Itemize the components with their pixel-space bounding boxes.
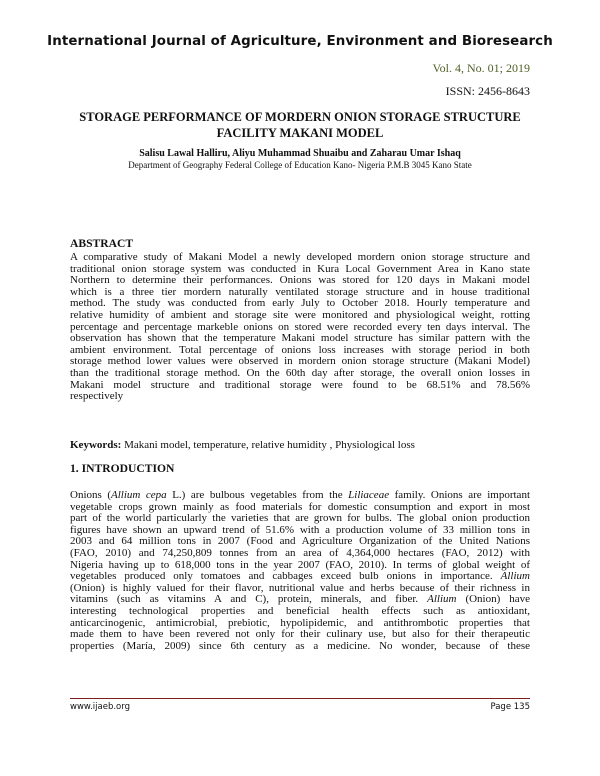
abstract-line: percentage and percentage markeble onions on stored were recorded every ten days interval. The bbox=[70, 320, 530, 333]
abstract-line: which is a three tier mordern naturally ventilated storage structure and in house traditional bbox=[70, 285, 530, 298]
intro-text: vitamins (such as vitamins A and C), protein, minerals, and fiber. bbox=[70, 593, 428, 606]
intro-line: part of the world particularly the varieties that are grown for bulbs. The global onion production bbox=[70, 512, 530, 525]
intro-line: (FAO, 2010) and 74,250,809 tonnes from an area of 4,364,000 hectares (FAO, 2012) with bbox=[70, 546, 530, 559]
introduction-body bbox=[70, 490, 530, 652]
abstract-line: traditional onion storage system was conducted in Kura Local Government Area in Kano state bbox=[70, 262, 530, 275]
species-name: Allium cepa bbox=[111, 489, 167, 501]
keywords-label: Keywords: bbox=[70, 439, 122, 451]
paper-title: STORAGE PERFORMANCE OF MORDERN ONION STORAGE STRUCTURE FACILITY MAKANI MODEL bbox=[79, 110, 521, 140]
intro-text: L.) are bulbous vegetables from the bbox=[166, 489, 349, 501]
family-name: Liliaceae bbox=[348, 489, 390, 501]
intro-line: 2003 and 64 million tons in 2007 (Food and Agriculture Organization of the United Nations bbox=[70, 535, 530, 548]
intro-line: properties (María, 2009) since 6th century as a medicine. No wonder, because of these bbox=[70, 639, 530, 652]
abstract-line: A comparative study of Makani Model a newly developed mordern onion storage structure and bbox=[70, 251, 530, 263]
abstract-line: storage method lower values were observed in mordern onion storage structure (Makani Model) bbox=[70, 355, 530, 368]
issn: ISSN: 2456-8643 bbox=[445, 84, 530, 98]
intro-line bbox=[70, 571, 530, 583]
abstract-line: Northern to determine their performances. Onions was stored for 120 days in Makani model bbox=[70, 274, 530, 287]
abstract-line: Makani model structure and traditional storage were found to be 68.51% and 78.56% bbox=[70, 378, 530, 391]
abstract-line: respectively bbox=[70, 390, 124, 403]
abstract-heading: ABSTRACT bbox=[70, 237, 134, 250]
genus-name: Allium bbox=[500, 570, 530, 583]
intro-text: family. Onions are important bbox=[389, 489, 530, 501]
intro-line: anticarcinogenic, antimicrobial, prebiotic, hypolipidemic, and antithrombotic properties that bbox=[70, 616, 530, 629]
intro-line: vegetable crops grown mainly as food materials for domestic consumption and export in most bbox=[70, 500, 530, 513]
genus-name: Allium bbox=[427, 593, 457, 606]
paper-affiliation: Department of Geography Federal College of Education Kano- Nigeria P.M.B 3045 Kano State bbox=[128, 160, 472, 170]
abstract-line: relative humidity of ambient and storage site were monitored and physiological weight, rotting bbox=[70, 308, 530, 321]
introduction-heading: 1. INTRODUCTION bbox=[70, 462, 175, 475]
keywords bbox=[70, 439, 530, 451]
abstract-line: observation has shown that the temperature Makani model structure has similar pattern with the bbox=[70, 332, 530, 345]
intro-line: interesting technological properties and beneficial health effects such as antioxidant, bbox=[70, 604, 530, 617]
abstract-line: ambient environment. Total percentage of onions loss increases with storage period in both bbox=[70, 343, 530, 356]
intro-line: Nigeria having up to 618,000 tons in the year 2007 (FAO, 2010). In terms of global weight of bbox=[70, 558, 530, 571]
abstract-line: method. The study was conducted from early July to October 2018. Hourly temperature and bbox=[70, 297, 530, 310]
volume-issue: Vol. 4, No. 01; 2019 bbox=[432, 61, 530, 75]
intro-text: (Onion) have bbox=[456, 593, 530, 606]
footer-rule bbox=[70, 698, 530, 699]
intro-line: figures have shown an upward trend of 51.6% with a production volume of 33 million tons in bbox=[70, 523, 530, 536]
page-number: Page 135 bbox=[490, 702, 530, 712]
intro-text: vegetables produced only tomatoes and cabbages exceed bulb onions in importance. bbox=[70, 570, 501, 583]
intro-line: made them to have been revered not only for their culinary use, but also for their therapeutic bbox=[70, 628, 530, 641]
paper-authors: Salisu Lawal Halliru, Aliyu Muhammad Shuaibu and Zaharau Umar Ishaq bbox=[139, 148, 461, 159]
intro-line: (Onion) is highly valued for their flavor, nutritional value and herbs because of their richness in bbox=[70, 581, 530, 594]
intro-line bbox=[70, 490, 530, 502]
footer-url[interactable]: www.ijaeb.org bbox=[70, 702, 130, 712]
keywords-text: Makani model, temperature, relative humidity , Physiological loss bbox=[124, 439, 415, 451]
abstract-line: than the traditional storage method. On the 60th day after storage, the overall onion losses in bbox=[70, 366, 530, 379]
abstract-body bbox=[70, 252, 530, 403]
journal-title: International Journal of Agriculture, Environment and Bioresearch bbox=[47, 34, 553, 49]
intro-text: Onions ( bbox=[70, 489, 111, 501]
